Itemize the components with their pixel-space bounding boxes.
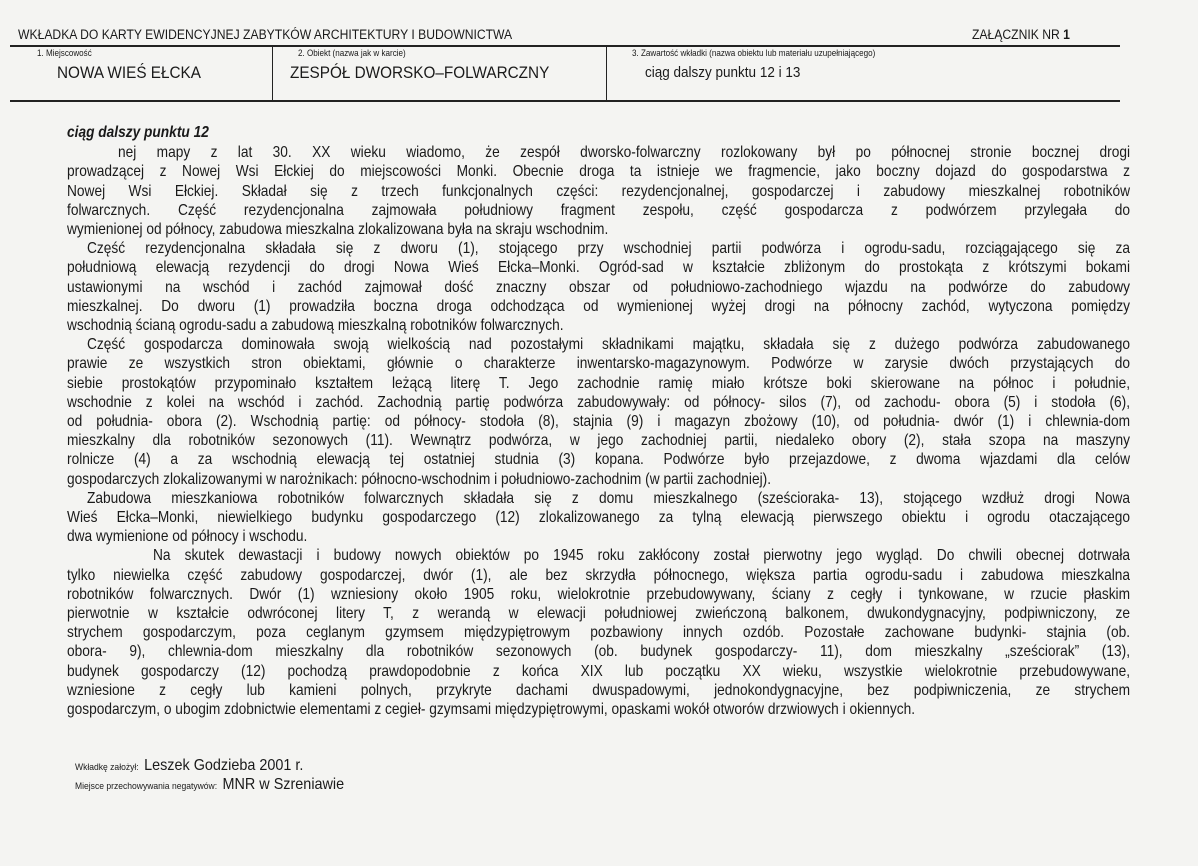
storage-value: MNR w Szreniawie	[222, 776, 345, 793]
text-line: strychem gospodarczym, poza ceglanym gzymsem międzypiętrowym pozbawiony innych ozdób. Pozostałe zachowane budynki- stajnia (ob.	[67, 624, 1131, 642]
paragraph	[67, 335, 1130, 489]
locality-value: NOWA WIEŚ EŁCKA	[57, 63, 201, 82]
text-line: robotników folwarcznych. Dwór (1) wzniesiony około 1905 roku, wielokrotnie przebudowywany, ściany z cegły i tynkowane, w rzucie płaskim	[67, 585, 1131, 603]
form-title: WKŁADKA DO KARTY EWIDENCYJNEJ ZABYTKÓW ARCHITEKTURY I BUDOWNICTWA	[18, 27, 513, 42]
text-line: obora- 9), chlewnia-dom mieszkalny dla robotników sezonowych (ob. budynek gospodarczy- 11), dom mieszkalny „sześciorak” (13),	[67, 643, 1131, 661]
text-line: gospodarczych zlokalizowanymi w narożnikach: północno-wschodnim i południowo-zachodnim (w partii zachodniej).	[67, 470, 772, 488]
header-bottom-rule	[10, 100, 1120, 102]
field-divider	[606, 46, 607, 101]
text-line: nej mapy z lat 30. XX wieku wiadomo, że zespół dworsko-folwarczny rozlokowany był po północnej stronie bocznej drogi	[117, 144, 1131, 162]
storage-line	[75, 776, 344, 794]
author-label: Wkładkę założył:	[75, 762, 139, 773]
text-line: wymienionej od północy, zabudowa mieszkalna zlokalizowana była na skraju wschodnim.	[67, 221, 609, 239]
text-line: wschodnią ścianą ogrodu-sadu a zabudową mieszkalną robotników folwarcznych.	[67, 317, 564, 335]
header-top-rule	[10, 45, 1120, 47]
text-line: Część gospodarcza dominowała swoją wielkością nad pozostałymi składnikami majątku, składała się z dużego podwórza zabudowanego	[86, 336, 1131, 354]
text-line: Zabudowa mieszkaniowa robotników folwarcznych składała się z domu mieszkalnego (sześcioraka- 13), stojącego wzdłuż drogi Nowa	[86, 489, 1131, 507]
annex-label: ZAŁĄCZNIK NR	[972, 27, 1060, 42]
text-line: rolnicze (4) a za wschodnią elewacją tej ostatniej studnia (3) kopana. Podwórze było przejazdowe, z dwoma wjazdami dla celów	[67, 451, 1131, 469]
text-line: gospodarczym, o ubogim zdobnictwie elementami z cegieł- gzymsami międzypiętrowymi, opaskami wokół otworów drzwiowych i okiennych.	[67, 701, 916, 719]
text-line: wschodnie z kolei na wschód i zachód. Zachodnią partię podwórza zabudowywały: od północy- silos (7), od zachodu- obora (5) i stodoła (6),	[67, 393, 1131, 411]
text-line: ustawionymi na wschód i zachód zajmował dość znaczny obszar od południowo-zachodniego wjazdu na podwórze do zabudowy	[67, 278, 1131, 296]
author-value: Leszek Godzieba 2001 r.	[144, 757, 304, 774]
text-line: prowadzącej z Nowej Wsi Ełckiej do miejscowości Monki. Obecnie droga ta istnieje we fragmencie, jako boczny dojazd do gospodarstwa z	[67, 163, 1131, 181]
section-heading: ciąg dalszy punktu 12	[67, 124, 209, 141]
text-line: mieszkalny dla robotników sezonowych (11). Wewnątrz podwórza, w jego zachodniej partii, niedaleko obory (2), stała szopa na maszyny	[67, 432, 1131, 450]
text-line: prawie ze wszystkich stron obiektami, głównie o charakterze inwentarsko-magazynowym. Podwórze w zarysie dwóch przystających do	[67, 355, 1131, 373]
text-line: dwa wymienione od północy i wschodu.	[67, 528, 308, 546]
text-line: od południa- obora (2). Wschodnią partię: od północy- stodoła (8), stajnia (9) i magazyn zbożowy (10), od południa- dwór (1) i chlewnia-dom	[67, 413, 1131, 431]
paragraph	[67, 546, 1130, 719]
text-line: południową elewacją rezydencji do drogi Nowa Wieś Ełcka–Monki. Ogród-sad w kształcie zbliżonym do prostokąta z krótszymi bokami	[67, 259, 1131, 277]
text-line: tylko niewielka część zabudowy gospodarczej, dwór (1), ale bez skrzydła północnego, większa partia ogrodu-sadu i zabudowa mieszkalna	[67, 566, 1131, 584]
text-line: pierwotnie w kształcie odwróconej litery T, z werandą w elewacji południowej zwieńczoną balkonem, dwukondygnacyjny, podpiwniczony, ze	[67, 605, 1131, 623]
text-line: wzniesione z cegły lub kamieni polnych, przykryte dachami dwuspadowymi, jednokondygnacyjne, bez podpiwniczenia, ze strychem	[67, 681, 1131, 699]
author-line	[75, 757, 303, 775]
text-line: mieszkalnej. Do dworu (1) prowadziła boczna droga odchodząca od wymienionej wyżej drogi na północny zachód, wytyczona pomiędzy	[67, 297, 1131, 315]
annex-number	[972, 27, 1070, 42]
contents-value: ciąg dalszy punktu 12 i 13	[645, 64, 801, 81]
text-line: Wieś Ełcka–Monki, niewielkiego budynku gospodarczego (12) zlokalizowanego za tylną elewacją pierwszego obiektu i ogrodu otaczającego	[67, 509, 1131, 527]
paragraph	[67, 489, 1130, 547]
paragraph	[67, 239, 1130, 335]
paragraph	[67, 143, 1130, 239]
text-line: budynek gospodarczy (12) pochodzą prawdopodobnie z końca XIX lub początku XX wieku, wszystkie wielokrotnie przebudowywane,	[67, 662, 1131, 680]
locality-label: 1. Miejscowość	[37, 48, 92, 59]
text-line: siebie prostokątów przypominało kształtem leżącą literę T. Jego zachodnie ramię miało krótsze boki skierowane na północ i południe,	[67, 374, 1131, 392]
text-line: folwarcznych. Część rezydencjonalna zajmowała południowy fragment zespołu, część gospodarcza z podwórzem przylegała do	[67, 201, 1131, 219]
storage-label: Miejsce przechowywania negatywów:	[75, 781, 218, 792]
object-value: ZESPÓŁ DWORSKO–FOLWARCZNY	[290, 63, 550, 82]
field-divider	[272, 46, 273, 101]
text-line: Na skutek dewastacji i budowy nowych obiektów po 1945 roku zakłócony został pierwotny jego wygląd. Do chwili obecnej dotrwała	[152, 547, 1131, 565]
text-line: Część rezydencjonalna składała się z dworu (1), stojącego przy wschodniej partii podwórza i ogrodu-sadu, rozciągającego się za	[86, 240, 1131, 258]
text-line: Nowej Wsi Ełckiej. Składał się z trzech funkcjonalnych części: rezydencjonalnej, gospodarczej i zabudowy mieszkalnej robotników	[67, 182, 1131, 200]
object-label: 2. Obiekt (nazwa jak w karcie)	[298, 48, 406, 59]
annex-value: 1	[1063, 27, 1070, 42]
contents-label: 3. Zawartość wkładki (nazwa obiektu lub materiału uzupełniającego)	[632, 48, 876, 59]
document-body	[67, 123, 1130, 719]
